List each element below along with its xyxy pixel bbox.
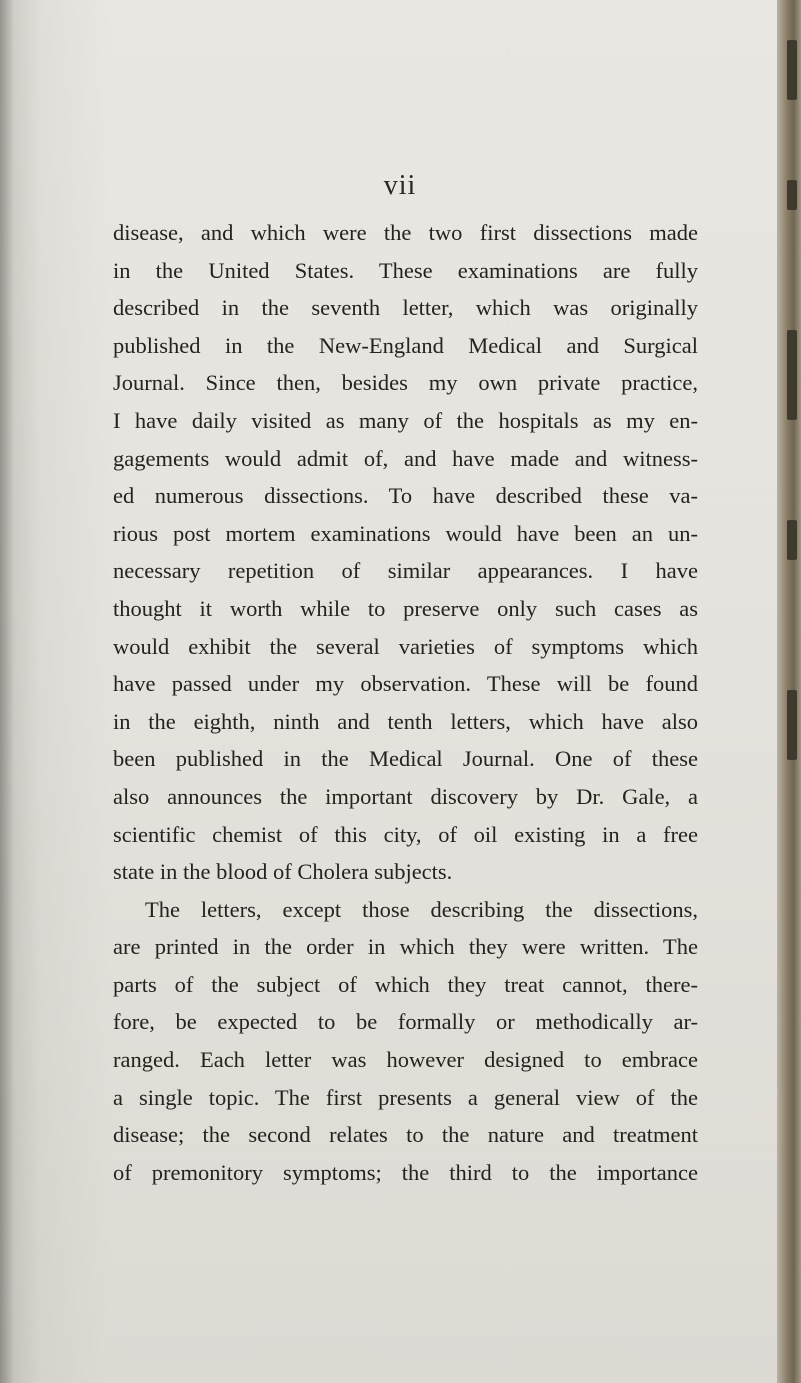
text-line: are printed in the order in which they were written. The [113,934,698,960]
text-line: also announces the important discovery by Dr. Gale, a [113,783,698,809]
text-line: Journal. Since then, besides my own private practice, [113,370,698,396]
text-line: in the United States. These examinations are fully [113,257,698,283]
spine-wear-mark [787,690,797,760]
text-line: would exhibit the several varieties of symptoms which [113,633,698,659]
text-line: ranged. Each letter was however designed to embrace [113,1047,698,1073]
text-line: gagements would admit of, and have made and witness- [113,445,698,471]
text-line: The letters, except those describing the dissections, [145,896,698,922]
spine-wear-mark [787,330,797,420]
book-spine-edge [777,0,801,1383]
text-line: published in the New-England Medical and Surgical [113,332,698,358]
text-line: been published in the Medical Journal. One of these [113,746,698,772]
text-line: have passed under my observation. These will be found [113,671,698,697]
text-line: disease, and which were the two first dissections made [113,220,698,245]
paragraph [113,214,698,891]
page-number: vii [383,170,417,201]
text-line: disease; the second relates to the nature and treatment [113,1122,698,1148]
text-line: in the eighth, ninth and tenth letters, which have also [113,708,698,734]
text-line: of premonitory symptoms; the third to the importance [113,1159,698,1185]
text-line: rious post mortem examinations would have been an un- [113,520,698,546]
text-line: a single topic. The first presents a general view of the [113,1084,698,1110]
text-line: I have daily visited as many of the hospitals as my en- [113,407,698,433]
spine-wear-mark [787,520,797,560]
text-line: described in the seventh letter, which was originally [113,295,698,321]
spine-wear-mark [787,40,797,100]
text-line: parts of the subject of which they treat cannot, there- [113,971,698,997]
text-line: ed numerous dissections. To have described these va- [113,483,698,509]
gutter-shadow [0,0,14,1383]
text-line: fore, be expected to be formally or methodically ar- [113,1009,698,1035]
paragraph [113,891,698,1192]
text-line: state in the blood of Cholera subjects. [113,859,453,885]
text-line: necessary repetition of similar appearances. I have [113,558,698,584]
text-line: thought it worth while to preserve only such cases as [113,595,698,621]
text-line: scientific chemist of this city, of oil existing in a free [113,821,698,847]
body-text [113,214,698,1191]
